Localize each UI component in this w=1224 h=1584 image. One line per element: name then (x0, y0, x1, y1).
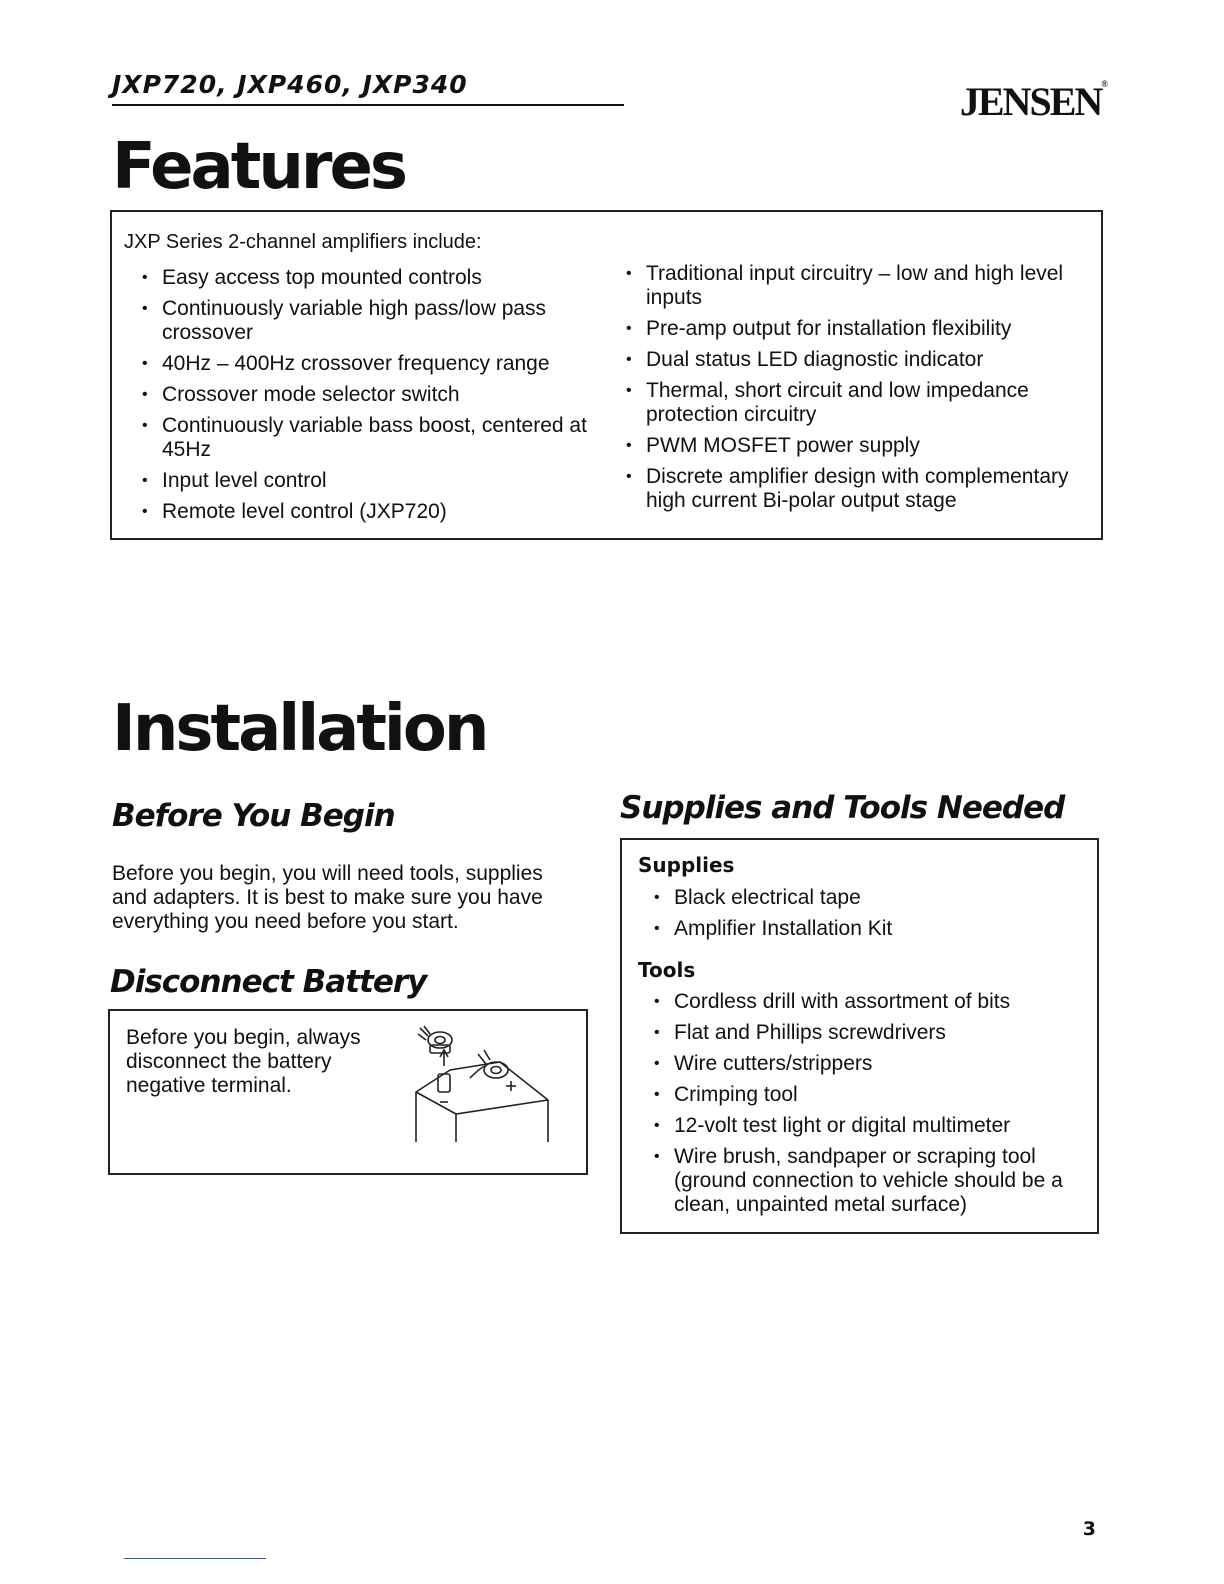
installation-title: Installation (112, 692, 487, 766)
feature-item: • Remote level control (JXP720) (140, 500, 600, 524)
feature-item: • PWM MOSFET power supply (624, 434, 1090, 458)
model-header: JXP720, JXP460, JXP340 (112, 70, 624, 106)
features-list-right (624, 262, 1090, 520)
battery-terminal-illustration (400, 1022, 560, 1146)
feature-item: • Continuously variable bass boost, centered at 45Hz (140, 414, 600, 462)
tools-label: Tools (638, 958, 696, 982)
feature-item: • Pre-amp output for installation flexibility (624, 317, 1090, 341)
tool-item: • Wire brush, sandpaper or scraping tool (ground connection to vehicle should be a clean, unpainted metal surface) (652, 1145, 1084, 1217)
before-you-begin-heading: Before You Begin (112, 798, 395, 834)
tools-list (652, 990, 1084, 1224)
features-list-left (140, 266, 600, 531)
feature-item: • Continuously variable high pass/low pass crossover (140, 297, 600, 345)
feature-item: • Input level control (140, 469, 600, 493)
supplies-list (652, 886, 1082, 948)
supply-item: • Amplifier Installation Kit (652, 917, 1082, 941)
tool-item: • Cordless drill with assortment of bits (652, 990, 1084, 1014)
features-title: Features (112, 130, 405, 204)
tool-item: • Wire cutters/strippers (652, 1052, 1084, 1076)
feature-item: • Crossover mode selector switch (140, 383, 600, 407)
features-intro: JXP Series 2-channel amplifiers include: (124, 231, 482, 253)
supplies-tools-heading: Supplies and Tools Needed (620, 790, 1065, 826)
tool-item: • 12-volt test light or digital multimeter (652, 1114, 1084, 1138)
supply-item: • Black electrical tape (652, 886, 1082, 910)
supplies-label: Supplies (638, 853, 735, 877)
feature-item: • Easy access top mounted controls (140, 266, 600, 290)
footer-rule (124, 1558, 266, 1559)
registered-mark: ® (1101, 79, 1108, 89)
feature-item: • 40Hz – 400Hz crossover frequency range (140, 352, 600, 376)
tool-item: • Flat and Phillips screwdrivers (652, 1021, 1084, 1045)
feature-item: • Discrete amplifier design with complementary high current Bi-polar output stage (624, 465, 1090, 513)
disconnect-battery-text: Before you begin, always disconnect the battery negative terminal. (126, 1026, 361, 1097)
tool-item: • Crimping tool (652, 1083, 1084, 1107)
feature-item: • Thermal, short circuit and low impedance protection circuitry (624, 379, 1090, 427)
brand-name: JENSEN (959, 79, 1102, 124)
brand-logo (956, 62, 1108, 124)
disconnect-battery-heading: Disconnect Battery (110, 964, 427, 1000)
feature-item: • Dual status LED diagnostic indicator (624, 348, 1090, 372)
page-number: 3 (1082, 1518, 1096, 1540)
before-you-begin-text: Before you begin, you will need tools, supplies and adapters. It is best to make sure you have everything you need before you start. (112, 862, 543, 933)
feature-item: • Traditional input circuitry – low and high level inputs (624, 262, 1090, 310)
